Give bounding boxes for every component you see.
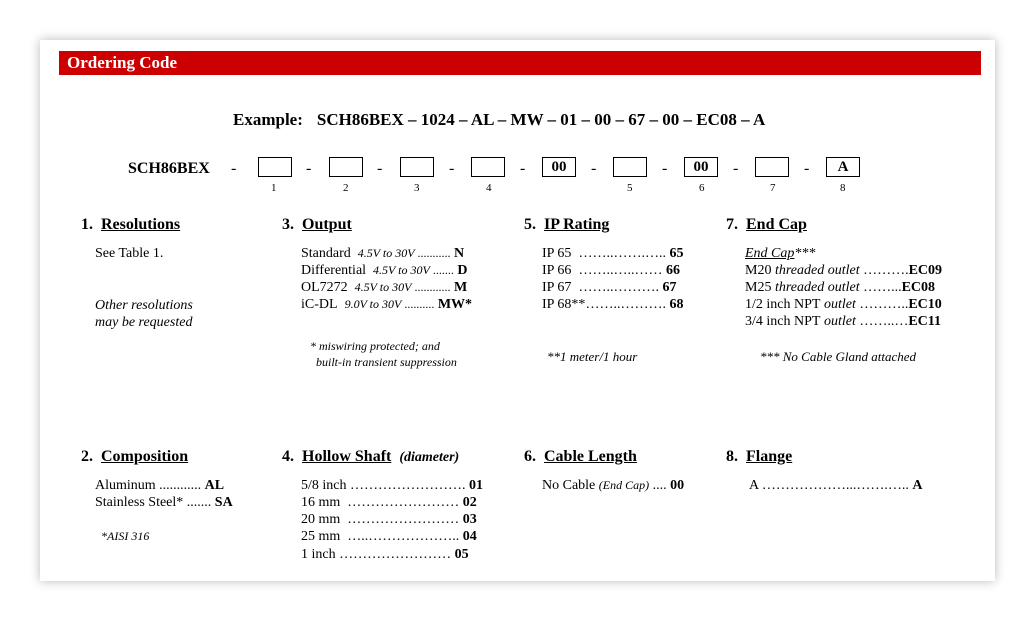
example-label: Example: <box>233 110 303 129</box>
code-dash: - <box>733 160 739 177</box>
code-dash: - <box>449 160 455 177</box>
section-flange-title: 8. Flange <box>726 448 793 465</box>
code-box-fixed-00: 00 <box>684 157 718 177</box>
section-endcap-title: 7. End Cap <box>726 216 807 233</box>
code-dash: - <box>306 160 312 177</box>
output-row: OL7272 4.5V to 30V ............ M <box>301 280 468 295</box>
section-cable-title: 6. Cable Length <box>524 448 637 465</box>
endcap-row: 1/2 inch NPT outlet ………..EC10 <box>745 297 942 312</box>
code-prefix: SCH86BEX <box>128 160 210 177</box>
code-dash: - <box>377 160 383 177</box>
code-dash: - <box>804 160 810 177</box>
endcap-header: End Cap*** <box>745 246 816 261</box>
shaft-row: 20 mm …………………… 03 <box>301 512 477 527</box>
ip-note: **1 meter/1 hour <box>547 349 638 364</box>
section-composition-title: 2. Composition <box>81 448 189 465</box>
shaft-row: 25 mm …..……………….. 04 <box>301 529 477 544</box>
shaft-row: 16 mm …………………… 02 <box>301 495 477 510</box>
code-box-fixed-00: 00 <box>542 157 576 177</box>
code-dash: - <box>231 160 237 177</box>
code-dash: - <box>662 160 668 177</box>
box-number: 5 <box>627 182 633 194</box>
endcap-note: *** No Cable Gland attached <box>760 349 916 364</box>
output-note: built-in transient suppression <box>316 355 457 369</box>
ip-row: IP 65 ……..…….….. 65 <box>542 246 684 261</box>
code-box-5[interactable] <box>613 157 647 177</box>
box-number: 7 <box>770 182 776 194</box>
endcap-row: M20 threaded outlet ……….EC09 <box>745 263 943 278</box>
box-number: 2 <box>343 182 349 194</box>
example-code: SCH86BEX – 1024 – AL – MW – 01 – 00 – 67 – 00 – EC08 – A <box>316 110 766 129</box>
resolutions-text: See Table 1. <box>95 246 164 261</box>
resolutions-note: Other resolutions <box>95 298 193 313</box>
section-output-title: 3. Output <box>282 216 352 233</box>
section-ip-title: 5. IP Rating <box>524 216 610 233</box>
code-box-8[interactable]: A <box>826 157 860 177</box>
composition-row: Aluminum ............ AL <box>95 478 225 493</box>
composition-row: Stainless Steel* ....... SA <box>95 495 233 510</box>
composition-note: *AISI 316 <box>101 529 150 543</box>
output-note: * miswiring protected; and <box>310 339 440 353</box>
ip-row: IP 67 ……..………. 67 <box>542 280 677 295</box>
code-box-1[interactable] <box>258 157 292 177</box>
box-number: 3 <box>414 182 420 194</box>
code-box-3[interactable] <box>400 157 434 177</box>
box-number: 8 <box>840 182 846 194</box>
code-box-7[interactable] <box>755 157 789 177</box>
endcap-row: M25 threaded outlet ……...EC08 <box>745 280 936 295</box>
endcap-row: 3/4 inch NPT outlet ……..…EC11 <box>745 314 942 329</box>
box-number: 1 <box>271 182 277 194</box>
shaft-row: 5/8 inch ……………………. 01 <box>301 478 483 493</box>
output-row: iC-DL 9.0V to 30V .......... MW* <box>301 297 473 312</box>
flange-row: A ………………...…….….. A <box>749 478 923 493</box>
ip-row: IP 66 ……..…..…… 66 <box>542 263 680 278</box>
endcap-link[interactable]: End Cap <box>745 246 795 261</box>
box-number: 4 <box>486 182 492 194</box>
section-banner: Ordering Code <box>59 51 981 75</box>
code-dash: - <box>591 160 597 177</box>
output-row: Standard 4.5V to 30V ........... N <box>301 246 465 261</box>
code-dash: - <box>520 160 526 177</box>
ordering-code-panel <box>40 40 995 581</box>
section-shaft-title: 4. Hollow Shaft (diameter) <box>282 448 460 465</box>
output-row: Differential 4.5V to 30V ....... D <box>301 263 468 278</box>
example-line <box>233 110 765 130</box>
code-box-2[interactable] <box>329 157 363 177</box>
cable-row: No Cable (End Cap) .... 00 <box>542 478 685 493</box>
shaft-row: 1 inch …………………… 05 <box>301 547 469 562</box>
box-number: 6 <box>699 182 705 194</box>
code-box-4[interactable] <box>471 157 505 177</box>
ip-row: IP 68**……..………. 68 <box>542 297 684 312</box>
section-resolutions-title: 1. Resolutions <box>81 216 181 233</box>
resolutions-note: may be requested <box>95 315 193 330</box>
